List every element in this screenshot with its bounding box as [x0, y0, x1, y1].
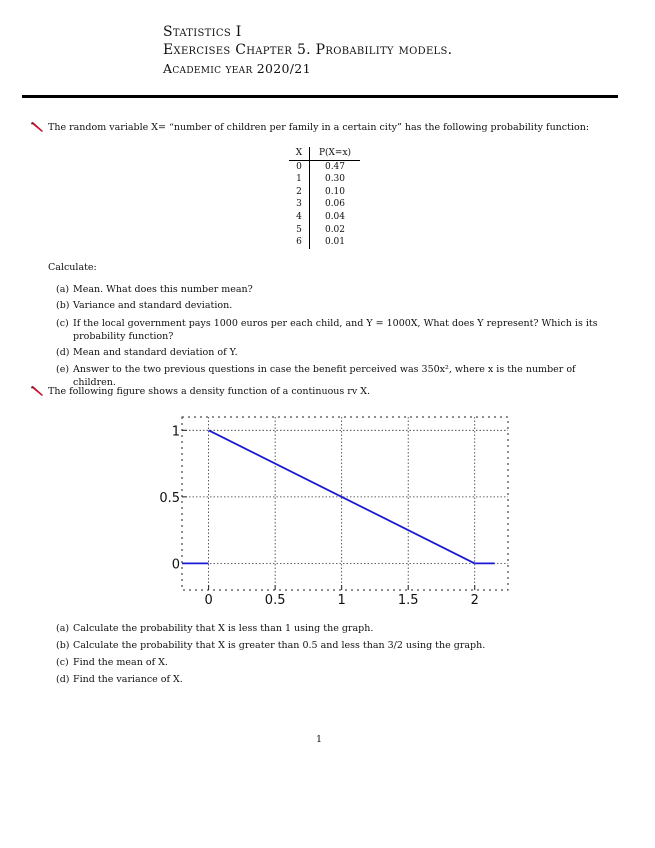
- cell-x: 1: [289, 173, 310, 186]
- chart-ticks: [159, 424, 479, 608]
- table-header-p: P(X=x): [310, 147, 361, 160]
- item-text: Calculate the probability that X is less than 1 using the graph.: [73, 623, 374, 634]
- pencil-icon: [30, 385, 44, 397]
- item-label: (e): [56, 364, 70, 375]
- item-text: Find the mean of X.: [73, 657, 168, 668]
- cell-x: 3: [289, 198, 310, 211]
- item-text: Variance and standard deviation.: [73, 300, 233, 311]
- table-header-x: X: [289, 147, 310, 160]
- x-tick-label: 0.5: [264, 593, 286, 608]
- item-label: (d): [56, 674, 70, 685]
- cell-p: 0.10: [324, 186, 346, 197]
- chapter-title: Exercises Chapter 5. Probability models.: [163, 42, 453, 58]
- item-text: Mean. What does this number mean?: [73, 284, 253, 295]
- item-label: (a): [56, 623, 70, 634]
- item-text: Answer to the two previous questions in case the benefit perceived was 350x², where x is the number of children.: [73, 364, 576, 388]
- table-row: [289, 224, 360, 237]
- cell-p: 0.02: [324, 224, 346, 235]
- table-row: [289, 186, 360, 199]
- cell-p: 0.47: [324, 161, 346, 172]
- x-tick-label: 1.5: [397, 593, 419, 608]
- cell-x: 0: [289, 160, 310, 173]
- cell-p: 0.30: [324, 174, 346, 185]
- pencil-icon: [30, 121, 44, 133]
- item-label: (b): [56, 640, 70, 651]
- item-label: (c): [56, 318, 69, 329]
- item-label: (a): [56, 284, 70, 295]
- y-tick-label: 0.5: [159, 490, 180, 506]
- exercise1-intro: The random variable X= “number of children per family in a certain city” has the following probability function:: [48, 122, 590, 133]
- exercise2-intro: The following figure shows a density function of a continuous rv X.: [48, 386, 371, 397]
- chart-frame: [182, 417, 508, 590]
- cell-x: 5: [289, 224, 310, 237]
- probability-table: [289, 147, 360, 249]
- y-tick-label: 1: [171, 424, 180, 440]
- y-tick-label: 0: [171, 557, 180, 573]
- item-text: Find the variance of X.: [73, 674, 183, 685]
- table-row: [289, 198, 360, 211]
- table-row: [289, 160, 360, 173]
- chart-grid: [182, 417, 508, 590]
- academic-year: Academic year 2020/21: [163, 61, 311, 76]
- cell-x: 6: [289, 236, 310, 249]
- table-row: [289, 173, 360, 186]
- x-tick-label: 0: [204, 593, 213, 608]
- header-rule: [22, 95, 618, 98]
- table-row: [289, 211, 360, 224]
- x-tick-label: 2: [470, 593, 479, 608]
- item-text: If the local government pays 1000 euros per each child, and Y = 1000X, What does Y represent? Which is its probability function?: [73, 318, 598, 342]
- table-row: [289, 236, 360, 249]
- item-label: (c): [56, 657, 69, 668]
- density-chart: [150, 405, 520, 610]
- item-label: (b): [56, 300, 70, 311]
- course-title: Statistics I: [163, 24, 242, 40]
- calculate-label: Calculate:: [48, 262, 97, 273]
- cell-x: 4: [289, 211, 310, 224]
- cell-p: 0.01: [324, 237, 346, 248]
- item-text: Mean and standard deviation of Y.: [73, 347, 238, 358]
- cell-p: 0.04: [324, 211, 346, 222]
- item-text: Calculate the probability that X is greater than 0.5 and less than 3/2 using the graph.: [73, 640, 486, 651]
- page-number: 1: [316, 734, 323, 745]
- cell-p: 0.06: [324, 199, 346, 210]
- chart-border: [182, 417, 508, 590]
- cell-x: 2: [289, 186, 310, 199]
- item-label: (d): [56, 347, 70, 358]
- x-tick-label: 1: [337, 593, 346, 608]
